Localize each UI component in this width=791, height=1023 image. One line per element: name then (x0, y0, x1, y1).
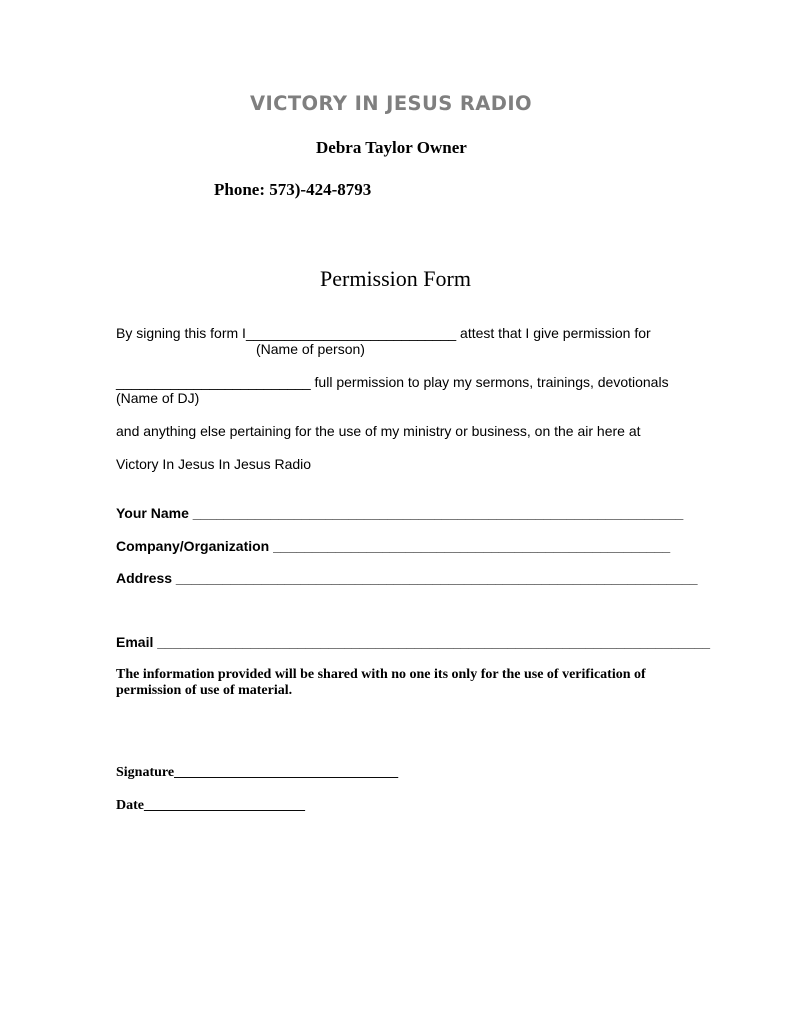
name-of-person-caption: (Name of person) (256, 341, 365, 357)
privacy-notice-line2: permission of use of material. (116, 683, 293, 698)
privacy-notice-line1: The information provided will be shared with no one its only for the use of verification of (116, 667, 646, 682)
date-field[interactable]: Date_______________________ (116, 798, 305, 813)
phone-number: Phone: 573)-424-8793 (214, 180, 372, 199)
name-of-dj-caption: (Name of DJ) (116, 390, 200, 406)
signature-field[interactable]: Signature________________________________ (116, 765, 399, 780)
permission-statement-line3: and anything else pertaining for the use of my ministry or business, on the air here at (116, 423, 641, 439)
address-field[interactable]: Address ___________________________________________________________________ (116, 570, 698, 586)
organization-title: VICTORY IN JESUS RADIO (250, 92, 532, 115)
permission-statement-line4: Victory In Jesus In Jesus Radio (116, 456, 312, 472)
permission-statement-line2: _________________________ full permission to play my sermons, trainings, devotionals (116, 374, 669, 390)
owner-name: Debra Taylor Owner (316, 138, 467, 157)
company-organization-field[interactable]: Company/Organization ___________________________________________________ (116, 538, 671, 554)
form-title: Permission Form (320, 266, 471, 291)
email-field[interactable]: Email _______________________________________________________________________ (116, 634, 711, 650)
your-name-field[interactable]: Your Name _______________________________________________________________ (116, 505, 684, 521)
permission-statement-line1: By signing this form I___________________________ attest that I give permission for (116, 325, 651, 341)
